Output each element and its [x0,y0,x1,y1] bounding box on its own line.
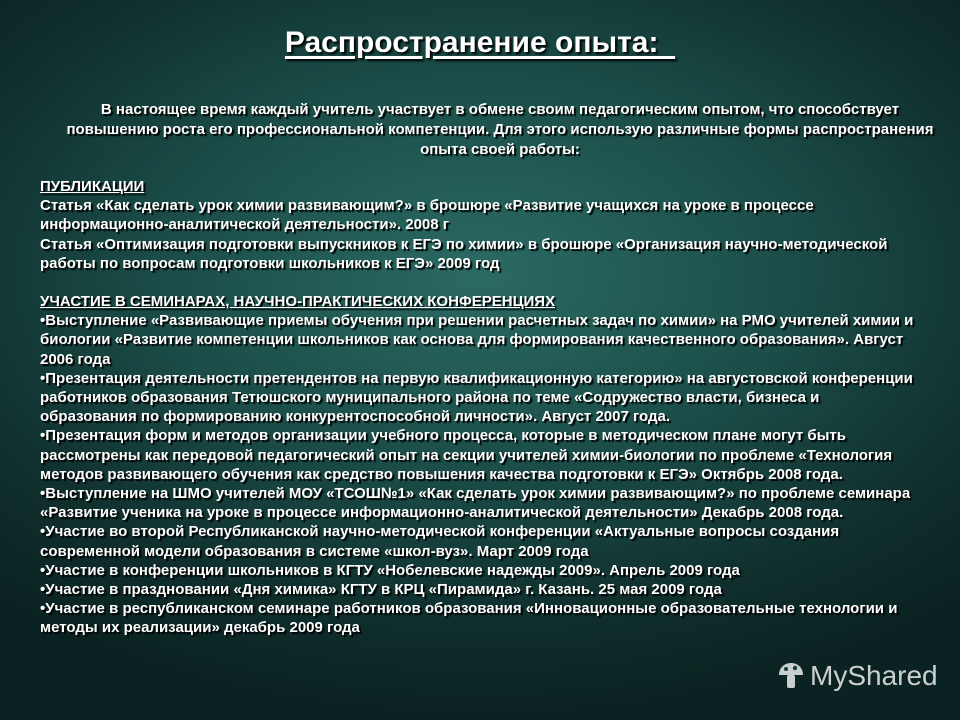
seminar-item-text: Презентация деятельности претендентов на первую квалификационную категорию» на августовской конференции работников образования Тетюшского муниципального района по теме «Содружество власти, бизнеса и образования по формированию конкурентоспособной личности». Август 2007 года. [40,369,913,426]
seminar-item-text: Участие во второй Республиканской научно-методической конференции «Актуальные вопросы создания современной модели образования в системе «школ-вуз». Март 2009 года [40,523,840,560]
seminars-heading: УЧАСТИЕ В СЕМИНАРАХ, НАУЧНО-ПРАКТИЧЕСКИХ КОНФЕРЕНЦИЯХ [40,293,556,311]
seminar-list-item [40,311,920,369]
seminar-list-item [40,484,920,522]
seminar-list-item [40,580,920,599]
publication-item: Статья «Как сделать урок химии развивающим?» в брошюре «Развитие учащихся на уроке в процессе информационно-аналитической деятельности». 2008 г [40,197,814,234]
content-body [40,177,920,638]
slide-title: Распространение опыта: [284,26,676,59]
seminar-list-item [40,426,920,484]
seminar-list-item [40,561,920,580]
seminar-item-text: Участие в республиканском семинаре работников образования «Инновационные образовательные технологии и методы их реализации» декабрь 2009 года [40,600,898,637]
seminar-item-text: Презентация форм и методов организации учебного процесса, которые в методическом плане могут быть рассмотрены как передовой педагогический опыт на секции учителей химии-биологии по проблеме «Технология методов развивающего обучения как средство повышения качества подготовки к ЕГЭ» Октябрь 2008 года. [40,427,893,483]
watermark-text: MyShared [810,660,938,691]
bullet-icon: • [40,581,46,599]
bullet-icon: • [40,427,46,445]
intro-paragraph: В настоящее время каждый учитель участвует в обмене своим педагогическим опытом, что способствует повышению роста его профессиональной компетенции. Для этого использую различные формы распространения опыта своей работы: [66,101,934,158]
bullet-icon: • [40,561,46,579]
seminar-list-item [40,599,920,637]
bullet-icon: • [40,600,46,618]
bullet-icon: • [40,485,46,503]
seminar-item-text: Выступление «Развивающие приемы обучения при решении расчетных задач по химии» на РМО учителей химии и биологии «Развитие компетенции школьников как основа для формирования качественного образования». Август 2006 года [40,312,914,368]
bullet-icon: • [40,369,46,387]
publication-item: Статья «Оптимизация подготовки выпускников к ЕГЭ по химии» в брошюре «Организация научно-методической работы по вопросам подготовки школьников к ЕГЭ» 2009 год [40,235,888,272]
publications-heading: ПУБЛИКАЦИИ [40,178,145,195]
mushroom-logo-icon [776,661,806,691]
bullet-icon: • [40,523,46,541]
section-gap [40,273,920,292]
seminar-item-text: Участие в праздновании «Дня химика» КГТУ в КРЦ «Пирамида» г. Казань. 25 мая 2009 года [45,581,722,599]
watermark [776,658,938,694]
seminar-list-item [40,369,920,427]
seminar-list-item [40,522,920,560]
seminar-item-text: Выступление на ШМО учителей МОУ «ТСОШ№1» «Как сделать урок химии развивающим?» по проблеме семинара «Развитие ученика на уроке в процессе информационно-аналитической деятельности» Декабрь 2008 года. [40,485,911,522]
seminar-item-text: Участие в конференции школьников в КГТУ «Нобелевские надежды 2009». Апрель 2009 года [45,561,740,579]
bullet-icon: • [40,312,46,330]
